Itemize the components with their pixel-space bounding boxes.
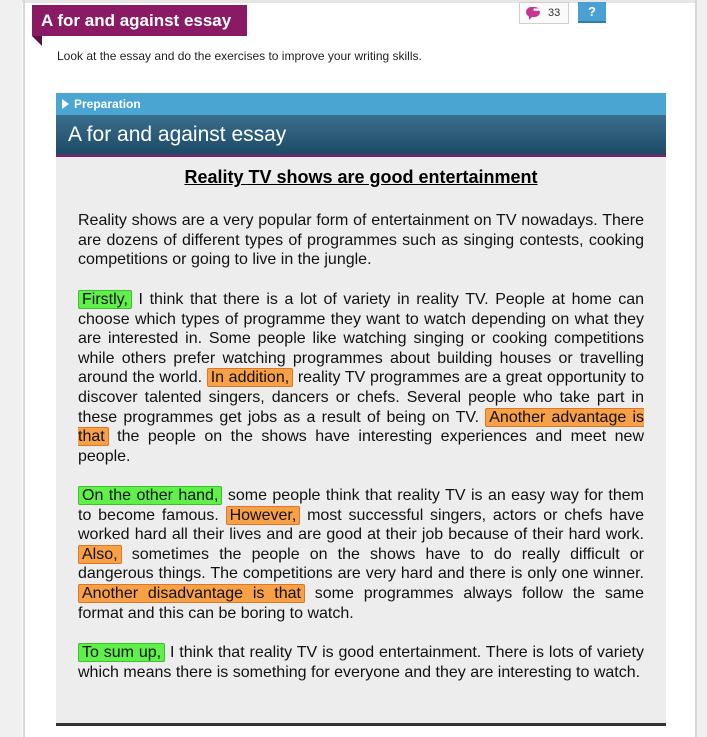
linker-highlight: Also, bbox=[78, 545, 122, 564]
linker-highlight: In addition, bbox=[207, 368, 293, 387]
intro-text: Look at the essay and do the exercises to improve your writing skills. bbox=[57, 49, 422, 63]
preparation-toggle[interactable] bbox=[56, 93, 666, 115]
preparation-label: Preparation bbox=[74, 97, 141, 111]
paragraph-text: sometimes the people on the shows have to do really difficult or dangerous things. The competitions are very hard and there is only one winner. bbox=[78, 545, 644, 583]
essay-title: Reality TV shows are good entertainment bbox=[184, 167, 538, 187]
triangle-right-icon bbox=[62, 99, 69, 109]
left-divider bbox=[23, 0, 25, 737]
help-button[interactable]: ? bbox=[578, 2, 606, 23]
linker-highlight: Another disadvantage is that bbox=[78, 584, 305, 603]
linker-highlight: Another advantage is that bbox=[78, 408, 645, 446]
comment-bubble-icon: ••• bbox=[526, 7, 540, 17]
ribbon-fold bbox=[32, 36, 42, 46]
essay-header: A for and against essay bbox=[56, 115, 666, 155]
paragraph-text: some programmes always follow the same format and this can be boring to watch. bbox=[78, 584, 645, 622]
comments-button[interactable] bbox=[519, 2, 569, 24]
paragraph-text: most successful singers, actors or chefs have worked hard all their lives and are good at their job because of their hard work. bbox=[78, 506, 644, 544]
paragraph-text: I think that there is a lot of variety in reality TV. People at home can choose which types of programme they want to watch depending on what they are interested in. Some people like watching singing or cooking competitions while others prefer watching programmes about building houses or travelling around the world. bbox=[78, 291, 644, 387]
left-margin bbox=[0, 0, 22, 737]
comment-count: 33 bbox=[548, 7, 561, 19]
linker-highlight: To sum up, bbox=[78, 643, 165, 662]
page-title: A for and against essay bbox=[32, 5, 247, 36]
essay-paragraph-3 bbox=[78, 486, 644, 623]
paragraph-text: reality TV programmes are a great opportunity to discover talented singers, dancers or chefs. Several people who take part in these programmes get jobs as a result of being on TV. bbox=[78, 369, 644, 426]
linker-highlight: However, bbox=[226, 506, 301, 525]
linker-highlight: Firstly, bbox=[78, 290, 132, 309]
paragraph-text: the people on the shows have interesting experiences and meet new people. bbox=[78, 428, 644, 465]
essay-paragraph-2 bbox=[78, 290, 644, 466]
linker-highlight: On the other hand, bbox=[78, 486, 222, 505]
essay-paragraph-4 bbox=[78, 643, 644, 682]
paragraph-text: some people think that reality TV is an easy way for them to become famous. bbox=[78, 487, 644, 524]
bottom-divider bbox=[56, 723, 666, 726]
right-margin bbox=[697, 0, 707, 737]
right-divider bbox=[695, 0, 697, 737]
paragraph-text: I think that reality TV is good entertainment. There is lots of variety which means there is something for everyone and they are interesting to watch. bbox=[78, 644, 644, 681]
essay-paragraph-1: Reality shows are a very popular form of entertainment on TV nowadays. There are dozens of different types of programmes such as singing contests, cooking competitions or going to live in the jungle. bbox=[78, 212, 644, 269]
